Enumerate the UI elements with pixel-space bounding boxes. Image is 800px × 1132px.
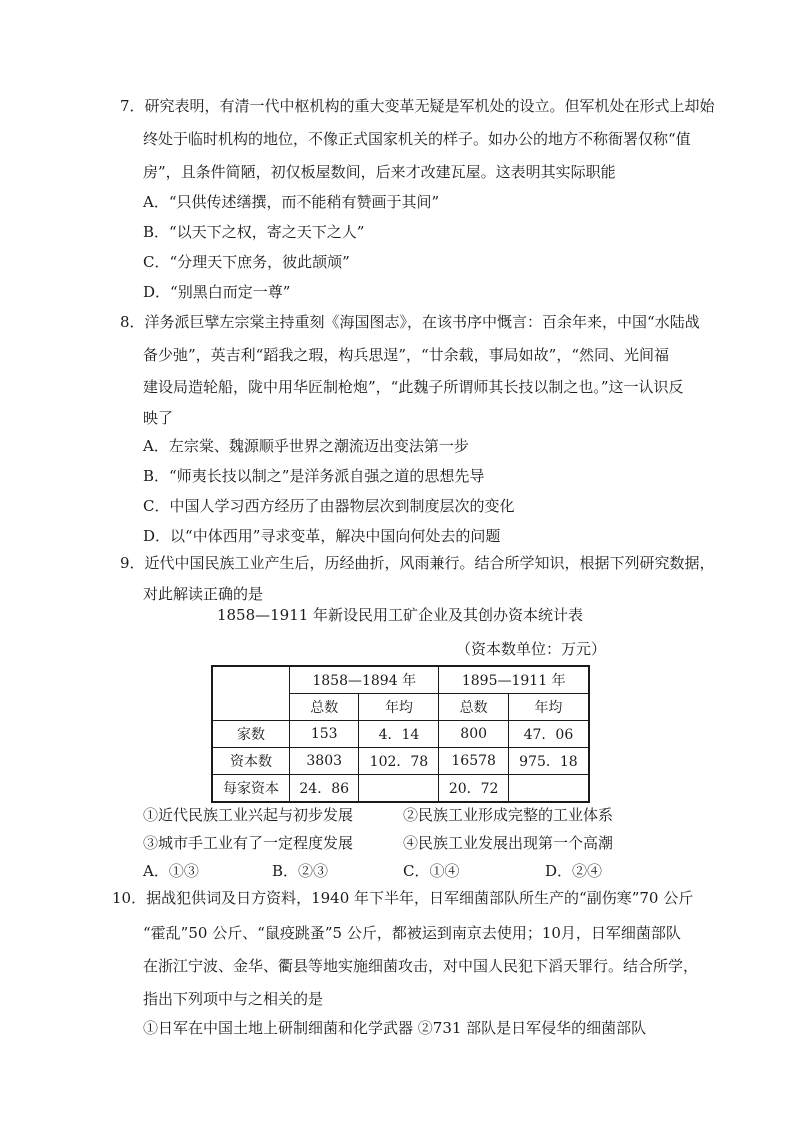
table-corner-cell	[212, 666, 290, 721]
q7-stem-line-3: 房”，且条件简陋，初仅板屋数间，后来才改建瓦屋。这表明其实际职能	[143, 163, 616, 181]
table-unit-note: （资本数单位：万元）	[456, 640, 607, 658]
q8-stem-line-4: 映了	[143, 409, 174, 427]
table-cell: 24．86	[290, 775, 359, 803]
table-cell: 47．06	[508, 721, 589, 748]
q9-statement-4: ④民族工业发展出现第一个高潮	[403, 834, 614, 852]
table-cell: 16578	[439, 748, 508, 775]
subheader-annual: 年均	[359, 694, 439, 721]
row-label: 每家资本	[212, 775, 290, 803]
q7-option-b: B．“以天下之权，寄之天下之人”	[143, 223, 365, 241]
q9-choice-a: A．①③	[143, 862, 199, 880]
table-cell: 3803	[290, 748, 359, 775]
subheader-total: 总数	[439, 694, 508, 721]
period-header-1858-1894: 1858—1894 年	[290, 666, 439, 694]
q9-choice-b: B．②③	[272, 862, 329, 880]
table-cell	[359, 775, 439, 803]
q10-statements-line: ①日军在中国土地上研制细菌和化学武器 ②731 部队是日军侵华的细菌部队	[143, 1019, 647, 1037]
q7-stem-line-1: 7．研究表明，有清一代中枢机构的重大变革无疑是军机处的设立。但军机处在形式上却始	[120, 97, 715, 115]
period-header-1895-1911: 1895—1911 年	[439, 666, 589, 694]
q9-statement-2: ②民族工业形成完整的工业体系	[403, 806, 614, 824]
q9-stem-line-2: 对此解读正确的是	[143, 585, 264, 603]
table-cell	[508, 775, 589, 803]
q9-statement-1: ①近代民族工业兴起与初步发展	[143, 806, 354, 824]
table-cell: 102．78	[359, 748, 439, 775]
q9-choice-d: D．②④	[545, 862, 603, 880]
row-label: 家数	[212, 721, 290, 748]
table-header-row	[212, 666, 589, 694]
q9-stem-line-1: 9．近代中国民族工业产生后，历经曲折，风雨兼行。结合所学知识，根据下列研究数据，	[120, 554, 715, 572]
table-cell: 800	[439, 721, 508, 748]
table-row	[212, 775, 589, 803]
q10-stem-line-3: 在浙江宁波、金华、衢县等地实施细菌攻击，对中国人民犯下滔天罪行。结合所学，	[143, 957, 699, 975]
q10-stem-line-2: “霍乱”50 公斤、“鼠疫跳蚤”5 公斤，都被运到南京去使用；10月，日军细菌部队	[143, 924, 681, 942]
q9-choice-c: C．①④	[403, 862, 460, 880]
subheader-total: 总数	[290, 694, 359, 721]
table-row	[212, 721, 589, 748]
q8-option-b: B．“师夷长技以制之”是洋务派自强之道的思想先导	[143, 467, 485, 485]
statistics-table	[211, 665, 590, 803]
q8-option-a: A．左宗棠、魏源顺乎世界之潮流迈出变法第一步	[143, 437, 469, 455]
table-cell: 975．18	[508, 748, 589, 775]
table-caption: 1858—1911 年新设民用工矿企业及其创办资本统计表	[216, 606, 584, 624]
q10-stem-line-1: 10．据战犯供词及日方资料，1940 年下半年，日军细菌部队所生产的“副伤寒”70 公斤	[112, 889, 694, 907]
q7-option-d: D．“别黑白而定一尊”	[143, 283, 291, 301]
q8-stem-line-1: 8．洋务派巨擘左宗棠主持重刻《海国图志》，在该书序中慨言：百余年来，中国“水陆战	[120, 313, 700, 331]
q8-option-c: C．中国人学习西方经历了由器物层次到制度层次的变化	[143, 497, 515, 515]
q9-statement-3: ③城市手工业有了一定程度发展	[143, 834, 354, 852]
q7-stem-line-2: 终处于临时机构的地位，不像正式国家机关的样子。如办公的地方不称衙署仅称“值	[143, 130, 691, 148]
table-cell: 4．14	[359, 721, 439, 748]
table-cell: 20．72	[439, 775, 508, 803]
table-cell: 153	[290, 721, 359, 748]
row-label: 资本数	[212, 748, 290, 775]
subheader-annual: 年均	[508, 694, 589, 721]
q7-option-a: A．“只供传述缮撰，而不能稍有赞画于其间”	[143, 193, 440, 211]
q7-option-c: C．“分理天下庶务，彼此颉颃”	[143, 253, 350, 271]
q8-stem-line-3: 建设局造轮船，陇中用华匠制枪炮”，“此魏子所谓师其长技以制之也。”这一认识反	[143, 378, 684, 396]
q8-option-d: D．以“中体西用”寻求变革，解决中国向何处去的问题	[143, 527, 501, 545]
table-row	[212, 748, 589, 775]
q10-stem-line-4: 指出下列项中与之相关的是	[143, 990, 324, 1008]
q8-stem-line-2: 备少弛”，英吉利“蹈我之瑕，构兵思逞”，“廿余载，事局如故”，“然同、光间福	[143, 346, 670, 364]
